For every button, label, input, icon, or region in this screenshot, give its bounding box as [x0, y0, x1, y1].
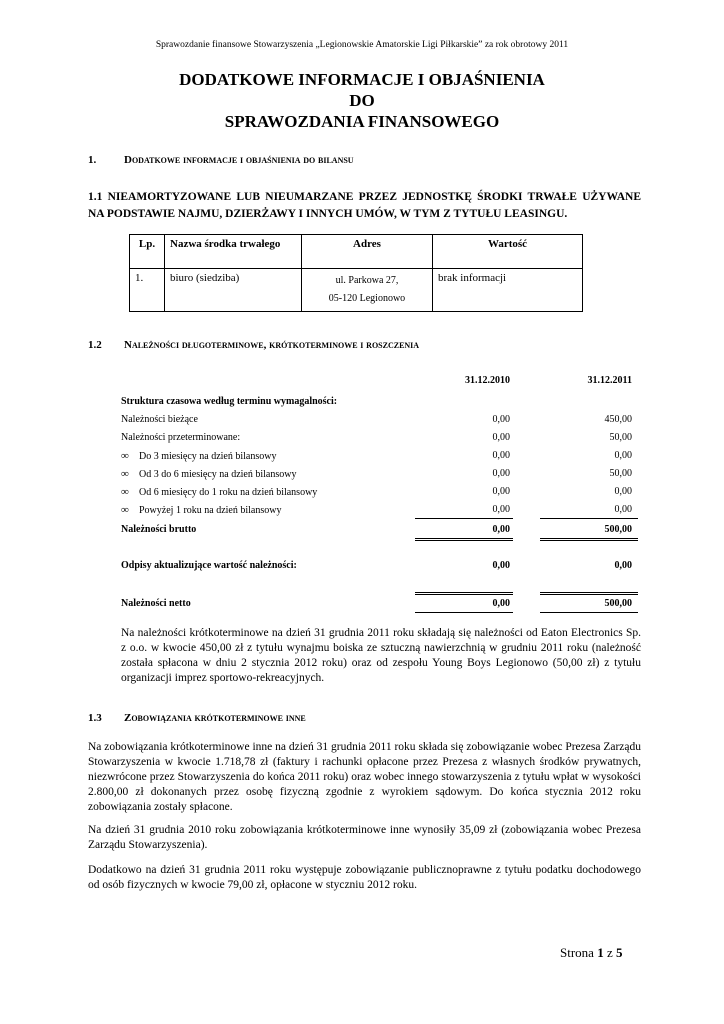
- col-header-2011: 31.12.2011: [587, 375, 632, 386]
- receivables-note: Na należności krótkoterminowe na dzień 31 grudnia 2011 roku składają się należności od Eaton Electronics Sp. z o.o. w kwocie 450,00 zł z tytułu wynajmu boiska ze sztuczną nawierzchnią w grudniu 2011 roku (należność została spłacona w dniu 2 stycznia 2012 roku) oraz od zespołu Young Boys Legionowo (50,00 zł) z tytułu organizacji imprez sportowo-rekreacyjnych.: [121, 627, 641, 684]
- netto-2010: 0,00: [492, 598, 510, 609]
- row-przeterminowane-2011: 50,00: [609, 432, 632, 443]
- section-1-3-number: 1.3: [88, 712, 102, 724]
- brutto-2010: 0,00: [492, 524, 510, 535]
- row-3-6m: [121, 468, 296, 480]
- row-3-6m-label: Od 3 do 6 miesięcy na dzień bilansowy: [139, 469, 297, 480]
- brutto-label: Należności brutto: [121, 524, 197, 535]
- brutto-2011: 500,00: [604, 524, 632, 535]
- leasing-table-header: [130, 235, 583, 269]
- divider: [415, 518, 513, 519]
- address-line2: 05-120 Legionowo: [328, 293, 406, 304]
- divider: [540, 612, 638, 613]
- odpisy-label: Odpisy aktualizujące wartość należności:: [121, 560, 297, 571]
- divider: [415, 592, 513, 595]
- row-biezace-label: Należności bieżące: [121, 414, 198, 425]
- cell-lp: 1.: [130, 269, 165, 312]
- doc-title-line3: SPRAWOZDANIA FINANSOWEGO: [224, 112, 500, 131]
- divider: [415, 538, 513, 541]
- row-przeterminowane-2010: 0,00: [492, 432, 510, 443]
- row-over-1y-label: Powyżej 1 roku na dzień bilansowy: [139, 505, 282, 516]
- page-header: Sprawozdanie finansowe Stowarzyszenia „Legionowskie Amatorskie Ligi Piłkarskie” za rok obrotowy 2011: [155, 40, 569, 50]
- row-3m-2011: 0,00: [614, 450, 632, 461]
- section-1-number: 1.: [88, 154, 97, 166]
- col-header-2010: 31.12.2010: [465, 375, 510, 386]
- row-3m-2010: 0,00: [492, 450, 510, 461]
- table-row: [130, 269, 583, 312]
- cell-address: [302, 269, 433, 312]
- row-6-12m-2010: 0,00: [492, 486, 510, 497]
- liabilities-para-3: Dodatkowo na dzień 31 grudnia 2011 roku występuje zobowiązanie publicznoprawne z tytułu podatku dochodowego od osób fizycznych w kwocie 79,00 zł, opłacone w styczniu 2012 roku.: [88, 864, 641, 891]
- col-address: Adres: [302, 235, 433, 269]
- section-1-heading: [88, 154, 648, 166]
- row-3m-label: Do 3 miesięcy na dzień bilansowy: [139, 451, 277, 462]
- divider: [415, 612, 513, 613]
- netto-2011: 500,00: [604, 598, 632, 609]
- row-6-12m: [121, 486, 317, 498]
- row-over-1y-2011: 0,00: [614, 504, 632, 515]
- col-name: Nazwa środka trwałego: [165, 235, 302, 269]
- row-biezace-2011: 450,00: [604, 414, 632, 425]
- section-1-2-title: Należności długoterminowe, krótkoterminowe i roszczenia: [124, 339, 420, 351]
- section-1-2-heading: [88, 339, 648, 351]
- section-1-3-heading: [88, 712, 648, 724]
- leasing-table: [129, 234, 583, 312]
- section-1-3-title: Zobowiązania krótkoterminowe inne: [124, 712, 306, 724]
- col-value: Wartość: [433, 235, 583, 269]
- row-over-1y: [121, 504, 281, 516]
- page-current: 1: [597, 945, 604, 960]
- doc-title-line2: DO: [349, 91, 375, 110]
- divider: [540, 592, 638, 595]
- row-6-12m-2011: 0,00: [614, 486, 632, 497]
- bullet-icon: ∞: [121, 504, 129, 516]
- cell-value: brak informacji: [433, 269, 583, 312]
- bullet-icon: ∞: [121, 486, 129, 498]
- page-label: Strona: [560, 945, 594, 960]
- section-1-1-heading: 1.1 NIEAMORTYZOWANE LUB NIEUMARZANE PRZEZ JEDNOSTKĘ ŚRODKI TRWAŁE UŻYWANE NA PODSTAWIE NAJMU, DZIERŻAWY I INNYCH UMÓW, W TYM Z TYTUŁU LEASINGU.: [88, 191, 641, 220]
- section-1-2-number: 1.2: [88, 339, 102, 351]
- row-over-1y-2010: 0,00: [492, 504, 510, 515]
- page-total: 5: [615, 945, 623, 960]
- row-przeterminowane-label: Należności przeterminowane:: [121, 432, 241, 443]
- page-number: [560, 945, 622, 961]
- doc-title-line1: DODATKOWE INFORMACJE I OBJAŚNIENIA: [179, 70, 545, 89]
- page-sep: z: [606, 945, 613, 960]
- structure-label: Struktura czasowa według terminu wymagalności:: [121, 396, 338, 407]
- address-line1: ul. Parkowa 27,: [335, 275, 399, 286]
- row-biezace-2010: 0,00: [492, 414, 510, 425]
- liabilities-para-1: Na zobowiązania krótkoterminowe inne na dzień 31 grudnia 2011 roku składa się zobowiązanie wobec Prezesa Zarządu Stowarzyszenia w kwocie 1.718,78 zł (faktury i rachunki opłacone przez Prezesa z własnych środków prywatnych, niezwrócone przez Stowarzyszenia do końca 2011 roku) oraz wobec innego stowarzyszenia z tytułu wpłat w wysokości 2.800,00 zł dokonanych przez osobę fizyczną zgodnie z wyrokiem sądowym. Do końca stycznia 2012 roku zobowiązania zostały spłacone.: [88, 741, 641, 813]
- netto-label: Należności netto: [121, 598, 191, 609]
- section-1-title: Dodatkowe informacje i objaśnienia do bilansu: [124, 154, 354, 166]
- bullet-icon: ∞: [121, 450, 129, 462]
- cell-name: biuro (siedziba): [165, 269, 302, 312]
- divider: [540, 518, 638, 519]
- row-3-6m-2011: 50,00: [609, 468, 632, 479]
- row-6-12m-label: Od 6 miesięcy do 1 roku na dzień bilansowy: [139, 487, 318, 498]
- odpisy-2011: 0,00: [614, 560, 632, 571]
- divider: [540, 538, 638, 541]
- bullet-icon: ∞: [121, 468, 129, 480]
- row-3m: [121, 450, 276, 462]
- col-lp: Lp.: [130, 235, 165, 269]
- odpisy-2010: 0,00: [492, 560, 510, 571]
- liabilities-para-2: Na dzień 31 grudnia 2010 roku zobowiązania krótkoterminowe inne wynosiły 35,09 zł (zobowiązania wobec Prezesa Zarządu Stowarzyszenia).: [88, 824, 641, 851]
- row-3-6m-2010: 0,00: [492, 468, 510, 479]
